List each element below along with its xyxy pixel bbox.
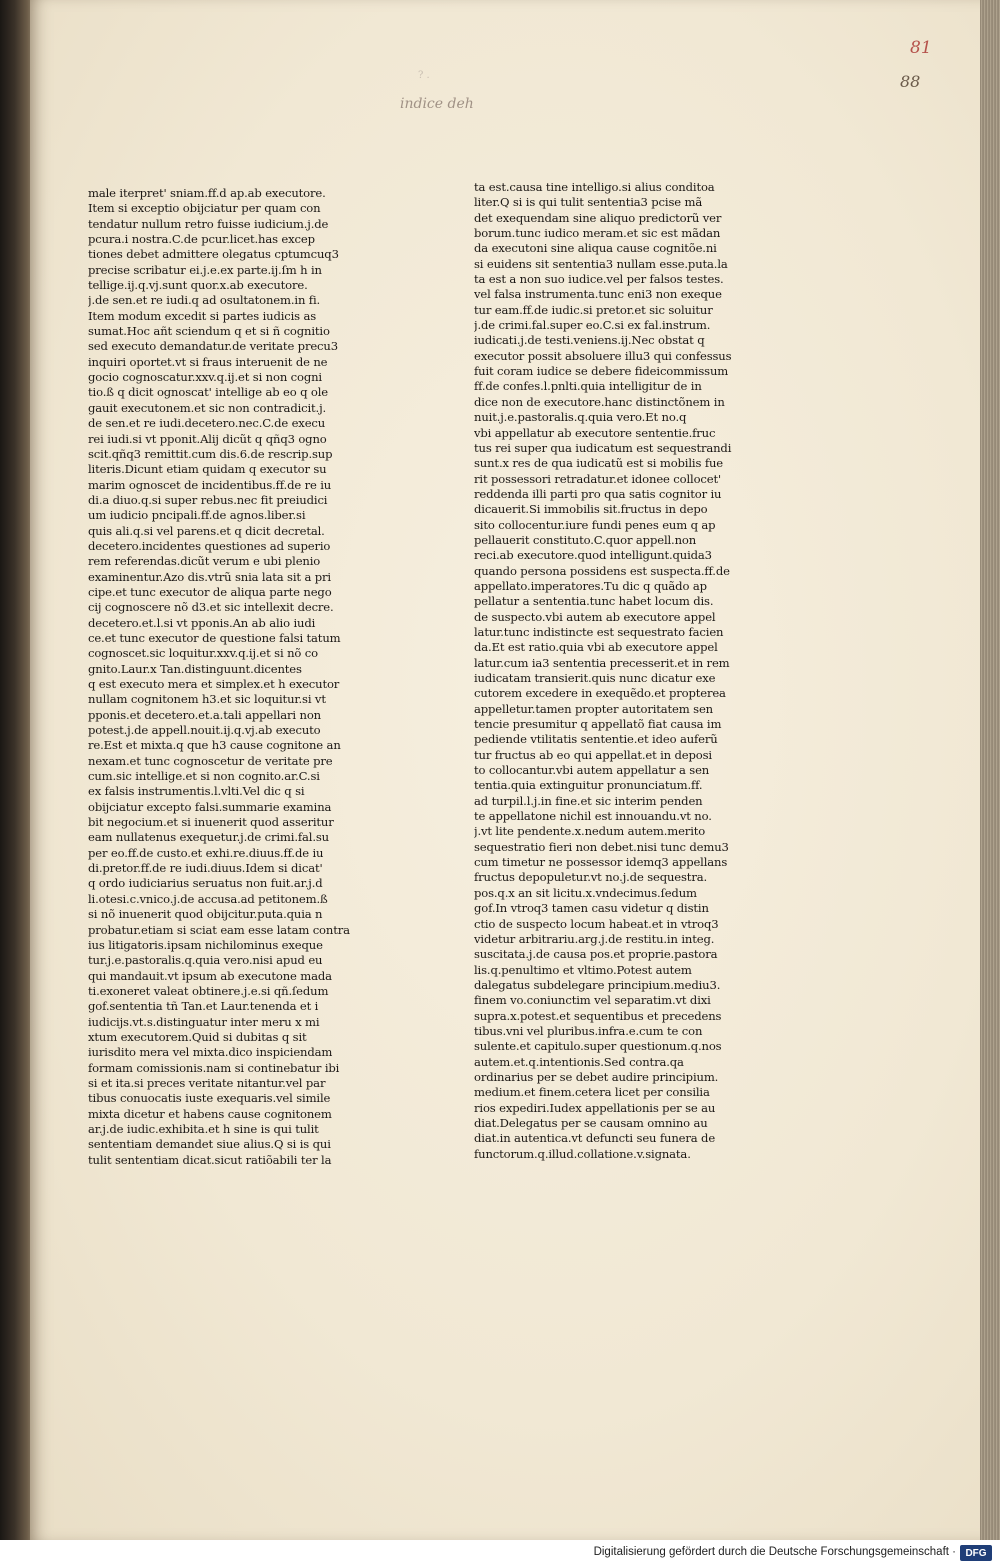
text-line: um iudicio pncipali.ff.de agnos.liber.si (88, 508, 306, 523)
text-line: rit possessori retradatur.et idonee collocet' (474, 471, 722, 486)
text-line: to collocantur.vbi autem appellatur a sen (474, 763, 710, 778)
text-line: cum.sic intellige.et si non cognito.ar.C.si (88, 769, 320, 784)
text-line: Item si exceptio obijciatur per quam con (88, 201, 321, 216)
text-line: sito collocentur.iure fundi penes eum q ap (474, 517, 716, 532)
text-line: per eo.ff.de custo.et exhi.re.diuus.ff.de iu (88, 845, 324, 860)
text-line: ta est.causa tine intelligo.si alius conditoa (474, 180, 715, 194)
text-line: tiones debet admittere olegatus cptumcuq3 (88, 247, 339, 262)
text-line: pellauerit constituto.C.quor appell.non (474, 532, 697, 547)
text-line: tellige.ij.q.vj.sunt quor.x.ab executore. (88, 278, 308, 293)
text-line: ctio de suspecto locum habeat.et in vtroq3 (474, 916, 719, 931)
text-line: sed executo demandatur.de veritate precu3 (88, 339, 338, 354)
text-line: xtum executorem.Quid si dubitas q sit (88, 1029, 307, 1044)
text-line: tur eam.ff.de iudic.si pretor.et sic soluitur (474, 302, 713, 317)
text-column-left (88, 186, 406, 1168)
text-line: potest.j.de appell.nouit.ij.q.vj.ab executo (88, 723, 321, 738)
dfg-logo-icon: DFG (960, 1545, 992, 1561)
pencil-annotation: indice deh (400, 96, 474, 112)
text-line: inquiri oportet.vt si fraus interuenit de ne (88, 354, 328, 369)
text-line: nuit.j.e.pastoralis.q.quia vero.Et no.q (474, 410, 687, 425)
text-line: sententiam demandet siue alius.Q si is qui (88, 1137, 331, 1152)
text-line: fructus depopuletur.vt no.j.de sequestra. (474, 870, 708, 885)
text-line: lis.q.penultimo et vltimo.Potest autem (474, 962, 692, 977)
text-line: sumat.Hoc añt sciendum q et si ñ cognitio (88, 324, 330, 339)
text-line: j.de sen.et re iudi.q ad osultatonem.in fi. (88, 293, 321, 308)
text-line: gauit executonem.et sic non contradicit.j. (88, 400, 327, 415)
text-line: gocio cognoscatur.xxv.q.ij.et si non cogni (88, 370, 322, 385)
text-line: diat.Delegatus per se causam omnino au (474, 1115, 708, 1130)
folio-number-ink: 88 (900, 72, 921, 91)
text-line: rios expediri.Iudex appellationis per se au (474, 1100, 716, 1115)
text-line: liter.Q si is qui tulit sententia3 pcise mã (474, 195, 703, 210)
text-line: decetero.incidentes questiones ad superio (88, 538, 331, 553)
text-line: probatur.etiam si sciat eam esse latam contra (88, 922, 350, 937)
text-line: fuit coram iudice se debere fideicommissum (474, 364, 729, 379)
text-line: ce.et tunc executor de questione falsi tatum (88, 630, 341, 645)
text-line: dicauerit.Si immobilis sit.fructus in depo (474, 502, 708, 517)
text-line: decetero.et.l.si vt pponis.An ab alio iudi (88, 615, 316, 630)
text-line: scit.qñq3 remittit.cum dis.6.de rescrip.sup (88, 446, 333, 461)
folio-number-red: 81 (910, 38, 932, 58)
text-line: ff.de confes.l.pnlti.quia intelligitur de in (474, 379, 702, 394)
text-line: gnito.Laur.x Tan.distinguunt.dicentes (88, 661, 302, 676)
text-line: suscitata.j.de causa pos.et proprie.pastora (474, 947, 718, 962)
text-line: ad turpil.l.j.in fine.et sic interim penden (474, 793, 703, 808)
text-line: sequestratio fieri non debet.nisi tunc demu3 (474, 839, 729, 854)
text-line: reci.ab executore.quod intelligunt.quida3 (474, 548, 712, 563)
text-line: de suspecto.vbi autem ab executore appel (474, 609, 716, 624)
text-line: de sen.et re iudi.decetero.nec.C.de execu (88, 416, 326, 431)
text-line: iudicatam transierit.quis nunc dicatur exe (474, 671, 716, 685)
text-line: tibus.vni vel pluribus.infra.e.cum te con (474, 1023, 703, 1038)
text-line: da.Et est ratio.quia vbi ab executore appel (474, 640, 718, 655)
text-line: pediende vtilitatis sententie.et ideo auferũ (474, 732, 718, 747)
text-line: q ordo iudiciarius seruatus non fuit.ar.j.d (88, 876, 323, 891)
text-line: pcura.i nostra.C.de pcur.licet.has excep (88, 232, 315, 247)
text-line: appellato.imperatores.Tu dic q quãdo ap (474, 578, 707, 593)
text-line: q est executo mera et simplex.et h executor (88, 677, 340, 691)
text-line: vel falsa instrumenta.tunc eni3 non exeque (474, 287, 722, 302)
text-line: eam nullatenus exequetur.j.de crimi.fal.su (88, 830, 329, 845)
text-line: ordinarius per se debet audire principium. (474, 1069, 719, 1084)
text-line: tibus conuocatis iuste exequaris.vel simile (88, 1091, 331, 1106)
text-line: cipe.et tunc executor de aliqua parte nego (88, 584, 332, 599)
text-line: vbi appellatur ab executore sententie.fruc (474, 425, 716, 440)
text-line: iudicati.j.de testi.veniens.ij.Nec obstat q (474, 333, 705, 348)
text-line: latur.tunc indistincte est sequestrato facien (474, 624, 724, 639)
text-line: male iterpret' sniam.ff.d ap.ab executore. (88, 186, 326, 200)
text-line: marim ognoscet de incidentibus.ff.de re iu (88, 477, 332, 492)
text-line: te appellatone nichil est innouandu.vt no. (474, 809, 712, 824)
text-line: dice non de executore.hanc distinctõnem in (474, 394, 725, 409)
text-line: li.otesi.c.vnico.j.de accusa.ad petitonem.ß (88, 891, 328, 906)
text-line: medium.et finem.cetera licet per consilia (474, 1085, 710, 1100)
text-line: videtur arbitrariu.arg.j.de restitu.in integ. (474, 931, 715, 946)
text-line: finem vo.coniunctim vel separatim.vt dixi (474, 993, 711, 1008)
text-line: autem.et.q.intentionis.Sed contra.qa (474, 1054, 684, 1069)
text-line: gof.sententia tñ Tan.et Laur.tenenda et i (88, 999, 319, 1014)
text-line: cutorem excedere in exequẽdo.et propterea (474, 686, 726, 701)
text-line: rei iudi.si vt pponit.Alij dicũt q qñq3 ogno (88, 431, 327, 446)
text-line: ius litigatoris.ipsam nichilominus exeque (88, 937, 323, 952)
text-line: mixta dicetur et habens cause cognitonem (88, 1106, 332, 1121)
text-line: nullam cognitonem h3.et sic loquitur.si vt (88, 692, 326, 707)
text-line: reddenda illi parti pro qua satis cognitor iu (474, 486, 722, 501)
text-line: ar.j.de iudic.exhibita.et h sine is qui tulit (88, 1121, 319, 1136)
text-line: quando persona possidens est suspecta.ff.de (474, 563, 730, 578)
text-line: examinentur.Azo dis.vtrũ snia lata sit a pri (88, 569, 331, 584)
faint-annotation: ? . (418, 70, 430, 81)
text-line: sunt.x res de qua iudicatũ est si mobilis fue (474, 456, 723, 471)
text-line: pponis.et decetero.et.a.tali appellari non (88, 707, 321, 722)
text-line: pellatur a sententia.tunc habet locum dis. (474, 594, 714, 609)
text-line: gof.In vtroq3 tamen casu videtur q distin (474, 901, 709, 916)
text-line: da executoni sine aliqua cause cognitõe.ni (474, 241, 717, 256)
text-line: literis.Dicunt etiam quidam q executor su (88, 462, 327, 477)
text-line: quis ali.q.si vel parens.et q dicit decretal. (88, 523, 325, 538)
text-line: ta est a non suo iudice.vel per falsos testes. (474, 272, 724, 287)
text-line: iudicijs.vt.s.distinguatur inter meru x mi (88, 1014, 320, 1029)
text-line: dalegatus subdelegare principium.mediu3. (474, 977, 721, 992)
digitization-credit: Digitalisierung gefördert durch die Deutsche Forschungsgemeinschaft · (593, 1546, 956, 1558)
text-line: precise scribatur ei.j.e.ex parte.ij.ſm h in (88, 262, 322, 277)
text-line: diat.in autentica.vt defuncti seu funera de (474, 1131, 716, 1146)
text-line: tus rei super qua iudicatum est sequestrandi (474, 440, 732, 455)
text-line: cum timetur ne possessor idemq3 appellans (474, 855, 728, 870)
text-line: j.vt lite pendente.x.nedum autem.merito (474, 824, 706, 839)
text-line: qui mandauit.vt ipsum ab executone mada (88, 968, 332, 983)
text-line: di.a diuo.q.si super rebus.nec fit preiudici (88, 492, 328, 507)
text-line: cognoscet.sic loquitur.xxv.q.ij.et si nõ co (88, 646, 318, 661)
text-line: supra.x.potest.et sequentibus et precedens (474, 1008, 722, 1023)
text-line: tio.ß q dicit ognoscat' intellige ab eo q ole (88, 385, 329, 400)
text-line: di.pretor.ff.de re iudi.diuus.Idem si dicat' (88, 861, 323, 876)
text-line: si et ita.si preces veritate nitantur.vel par (88, 1075, 326, 1090)
text-line: ex falsis instrumentis.l.vlti.Vel dic q si (88, 784, 305, 799)
text-line: latur.cum ia3 sententia precesserit.et in rem (474, 655, 730, 670)
text-line: tur fructus ab eo qui appellat.et in deposi (474, 747, 712, 762)
text-line: cij cognoscere nõ d3.et sic intellexit decre. (88, 600, 334, 615)
text-column-right (474, 180, 792, 1162)
text-line: tur.j.e.pastoralis.q.quia vero.nisi apud eu (88, 953, 323, 968)
text-line: ti.exoneret valeat obtinere.j.e.si qñ.ſedum (88, 983, 329, 998)
text-line: tulit sententiam dicat.sicut ratiõabili ter la (88, 1152, 332, 1167)
page-stack-edge (980, 0, 1000, 1567)
text-line: bit negocium.et si inuenerit quod asseritur (88, 815, 334, 830)
text-line: pos.q.x an sit licitu.x.vndecimus.ſedum (474, 885, 697, 900)
text-line: Item modum excedit si partes iudicis as (88, 308, 317, 323)
text-line: j.de crimi.fal.super eo.C.si ex fal.instrum. (474, 318, 711, 333)
text-line: tendatur nullum retro fuisse iudicium.j.de (88, 216, 329, 231)
text-line: borum.tunc iudico meram.et sic est mãdan (474, 226, 721, 241)
text-line: nexam.et tunc cognoscetur de veritate pre (88, 753, 333, 768)
text-line: det exequendam sine aliquo predictorũ ver (474, 210, 722, 225)
text-line: tencie presumitur q appellatõ fiat causa im (474, 717, 722, 732)
text-line: si nõ inuenerit quod obijcitur.puta.quia n (88, 907, 323, 922)
text-line: tentia.quia extinguitur pronunciatum.ff. (474, 778, 703, 793)
text-line: appelletur.tamen propter autoritatem sen (474, 701, 713, 716)
text-line: executor possit absoluere illu3 qui confessus (474, 348, 732, 363)
text-line: si euidens sit sententia3 nullam esse.puta.la (474, 256, 728, 271)
text-line: obijciatur excepto falsi.summarie examina (88, 799, 332, 814)
text-line: iurisdito mera vel mixta.dico inspiciendam (88, 1045, 333, 1060)
text-line: functorum.q.illud.collatione.v.signata. (474, 1146, 691, 1161)
text-line: formam comissionis.nam si continebatur ibi (88, 1060, 340, 1075)
text-line: re.Est et mixta.q que h3 cause cognitone an (88, 738, 341, 753)
text-line: rem referendas.dicũt verum e ubi plenio (88, 554, 321, 569)
text-line: sulente.et capitulo.super questionum.q.nos (474, 1039, 722, 1054)
